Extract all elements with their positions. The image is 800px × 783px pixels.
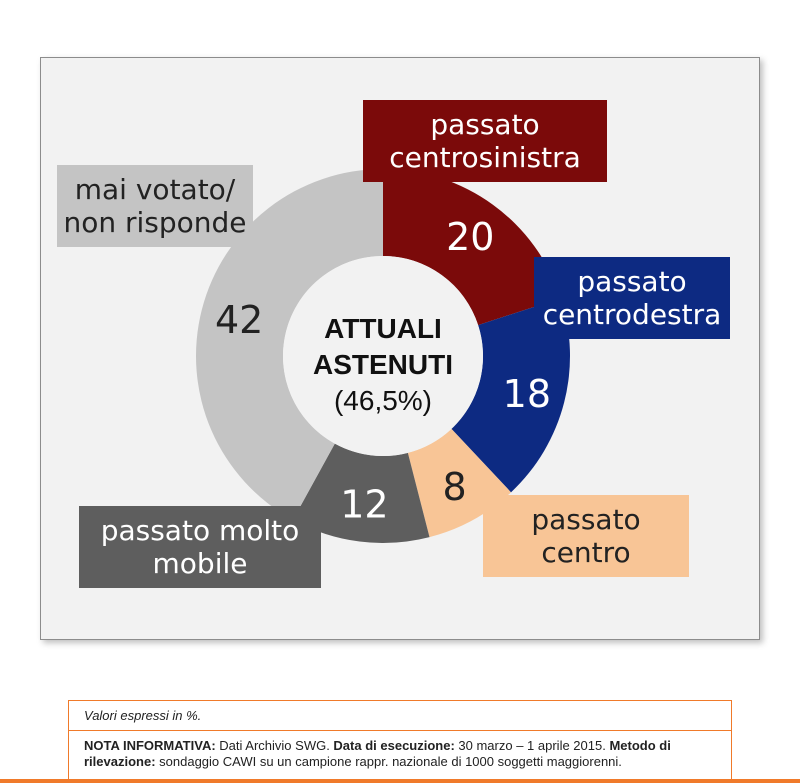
slice-label-text: mobile	[152, 547, 248, 580]
slice-value-label: 42	[214, 298, 264, 343]
center-label-line: ASTENUTI	[313, 349, 453, 380]
slice-label-text: passato	[531, 503, 641, 536]
slice-label-box	[57, 165, 253, 247]
slice-label-box	[79, 506, 321, 588]
center-label-line: (46,5%)	[333, 385, 433, 416]
slice-label-text: passato	[577, 265, 687, 298]
slice-label-text: non risponde	[63, 206, 247, 239]
data-text: 30 marzo – 1 aprile 2015.	[454, 738, 610, 753]
slice-label-text: passato molto	[100, 514, 300, 547]
info-note	[68, 700, 732, 783]
slice-value-label: 20	[446, 214, 495, 259]
metodo-label: Metodo di rilevazione:	[84, 738, 671, 769]
nota-label: NOTA INFORMATIVA:	[84, 738, 216, 753]
slice-label-text: centro	[541, 536, 631, 569]
slice-label-text: centrosinistra	[389, 141, 581, 174]
methodology-note	[69, 731, 731, 770]
slice-label-text: passato	[430, 108, 540, 141]
center-label-line: ATTUALI	[324, 313, 442, 344]
unit-note: Valori espressi in %.	[69, 701, 731, 731]
slice-label-box	[363, 100, 607, 182]
slice-label-text: mai votato/	[74, 173, 236, 206]
slice-label-box	[534, 257, 730, 339]
data-label: Data di esecuzione:	[333, 738, 455, 753]
slice-label-text: centrodestra	[542, 298, 722, 331]
slice-label-box	[483, 495, 689, 577]
slice-value-label: 12	[340, 482, 389, 527]
chart-panel	[40, 57, 760, 640]
metodo-text: sondaggio CAWI su un campione rappr. nazionale di 1000 soggetti maggiorenni.	[155, 754, 622, 769]
nota-text: Dati Archivio SWG.	[215, 738, 334, 753]
accent-bar	[0, 779, 800, 783]
slice-value-label: 8	[442, 465, 467, 510]
slice-value-label: 18	[502, 371, 552, 416]
